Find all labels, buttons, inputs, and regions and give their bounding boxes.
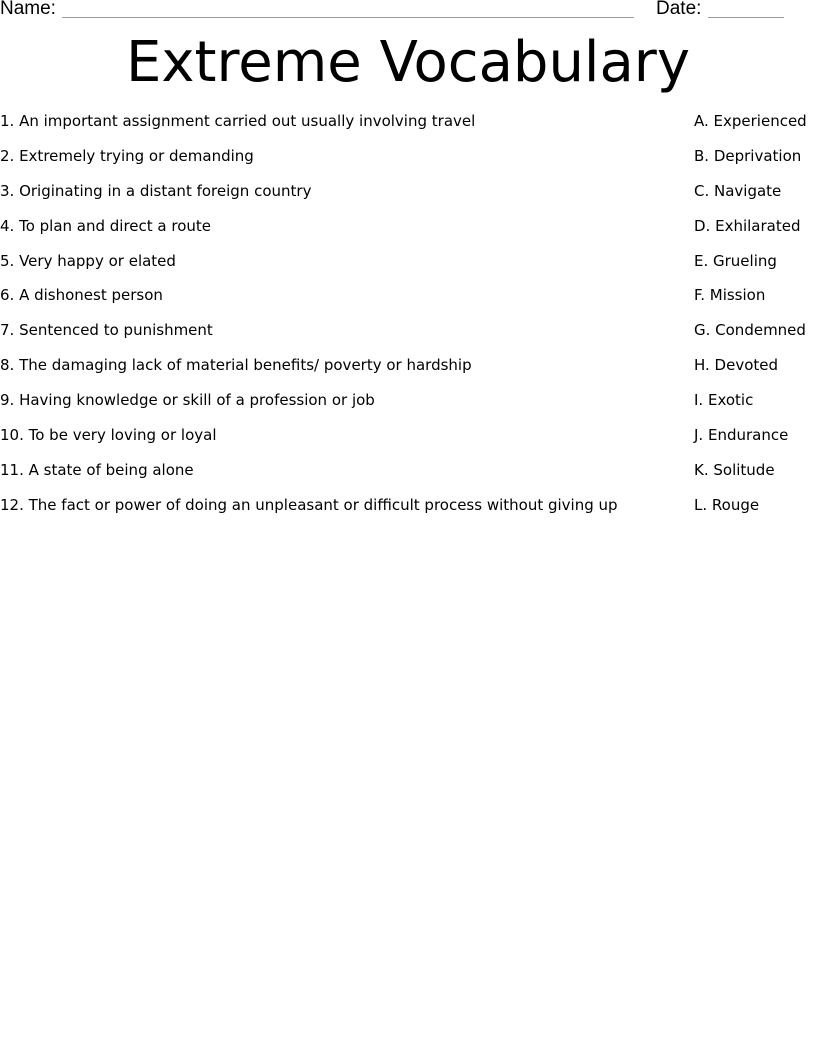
- list-item: [0, 285, 816, 320]
- list-item: [0, 390, 816, 425]
- clue-text: 11. A state of being alone: [0, 460, 194, 479]
- answer-option: B. Deprivation: [694, 146, 802, 165]
- date-field[interactable]: [708, 17, 784, 18]
- clue-text: 2. Extremely trying or demanding: [0, 146, 254, 165]
- answer-option: H. Devoted: [694, 356, 779, 375]
- date-label: Date:: [656, 0, 702, 19]
- clue-text: 4. To plan and direct a route: [0, 216, 212, 235]
- answer-option: D. Exhilarated: [694, 216, 801, 235]
- list-item: [0, 460, 816, 495]
- list-item: [0, 146, 816, 181]
- answer-option: E. Grueling: [694, 251, 777, 270]
- clue-text: 10. To be very loving or loyal: [0, 426, 217, 445]
- matching-list: [0, 111, 816, 530]
- answer-option: K. Solitude: [694, 460, 775, 479]
- name-label: Name:: [0, 0, 56, 19]
- page-title: Extreme Vocabulary: [126, 30, 690, 95]
- clue-text: 6. A dishonest person: [0, 286, 163, 305]
- clue-text: 5. Very happy or elated: [0, 251, 176, 270]
- list-item: [0, 320, 816, 355]
- list-item: [0, 355, 816, 390]
- clue-text: 12. The fact or power of doing an unpleasant or difficult process without giving up: [0, 495, 618, 514]
- clue-text: 9. Having knowledge or skill of a profession or job: [0, 391, 375, 410]
- answer-option: G. Condemned: [694, 321, 806, 340]
- clue-text: 3. Originating in a distant foreign country: [0, 181, 312, 200]
- list-item: [0, 216, 816, 251]
- answer-option: C. Navigate: [694, 181, 782, 200]
- answer-option: F. Mission: [694, 286, 766, 305]
- answer-option: I. Exotic: [694, 391, 754, 410]
- list-item: [0, 495, 816, 530]
- name-field[interactable]: [62, 17, 634, 18]
- list-item: [0, 425, 816, 460]
- clue-text: 1. An important assignment carried out usually involving travel: [0, 112, 476, 130]
- list-item: [0, 111, 816, 146]
- answer-option: A. Experienced: [694, 112, 807, 130]
- list-item: [0, 181, 816, 216]
- answer-option: L. Rouge: [694, 495, 760, 514]
- clue-text: 7. Sentenced to punishment: [0, 321, 213, 340]
- worksheet-header: [0, 0, 816, 22]
- list-item: [0, 251, 816, 286]
- clue-text: 8. The damaging lack of material benefits/ poverty or hardship: [0, 356, 472, 375]
- answer-option: J. Endurance: [694, 426, 789, 445]
